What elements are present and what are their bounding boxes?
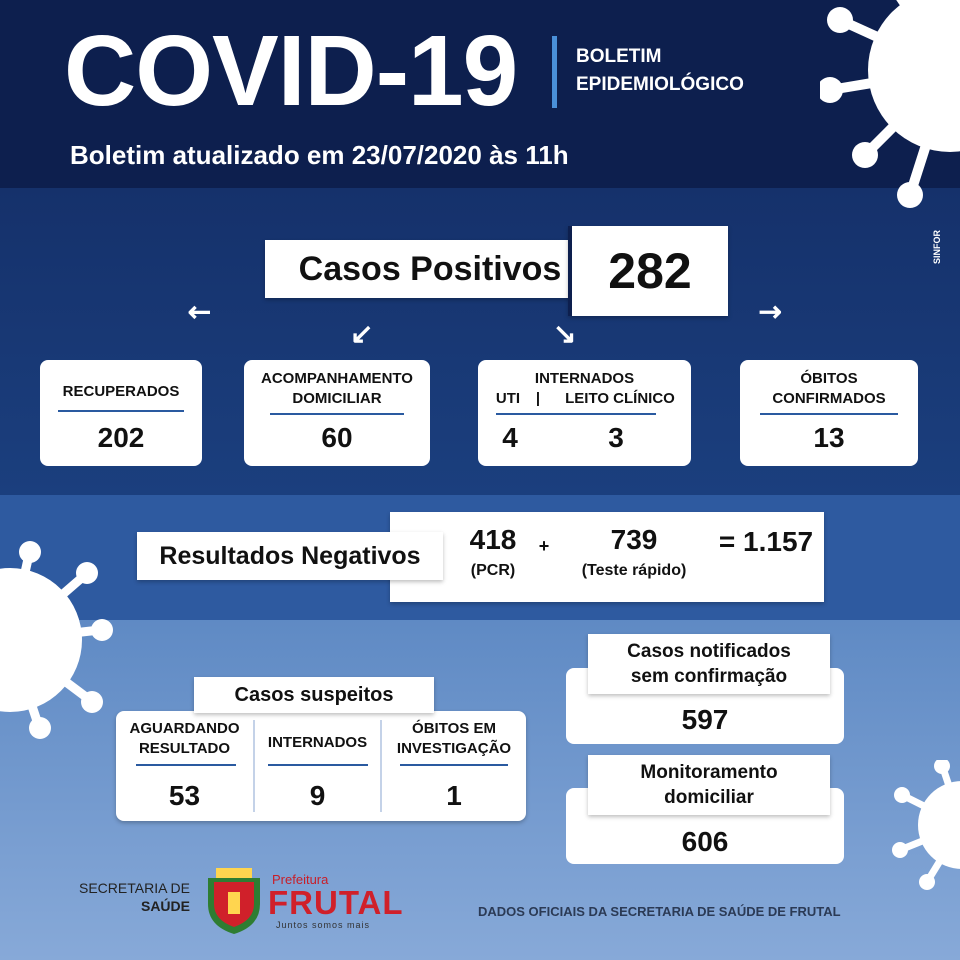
arrow-icon: ↘ [553,318,577,349]
aguardando-label-2: RESULTADO [138,740,231,757]
secretaria-label: SECRETARIA DE [79,880,190,896]
obitos-label-2: CONFIRMADOS [772,390,886,407]
slogan: Juntos somos mais [276,920,371,930]
page-title: COVID-19 [64,15,518,127]
secretaria-label-2: SAÚDE [140,898,190,914]
acompanhamento-label-2: DOMICILIAR [292,390,382,407]
aguardando-label: AGUARDANDO [129,720,240,737]
pcr-label: (PCR) [470,562,516,579]
negativos-total: = 1.157 [718,526,814,557]
susp-obitos-label: ÓBITOS EM [412,720,496,737]
virus-icon [0,540,120,740]
negativos-label: Resultados Negativos [159,542,421,570]
arrow-icon: ↙ [180,292,220,331]
acompanhamento-label: ACOMPANHAMENTO [261,370,413,387]
internados-separator: | [535,390,541,407]
monitoramento-label-2: domiciliar [664,787,754,808]
obitos-label: ÓBITOS [800,370,858,387]
title-divider [552,36,557,108]
susp-internados-label: INTERNADOS [267,734,368,751]
notificados-label-2: sem confirmação [630,666,788,687]
city-logo-text: FRUTAL [268,884,404,921]
divider [268,764,368,766]
divider [400,764,508,766]
monitoramento-label: Monitoramento [640,762,778,783]
positivos-value: 282 [608,243,692,299]
divider [760,413,898,415]
rapido-label: (Teste rápido) [581,562,687,579]
pcr-value: 418 [469,524,517,555]
update-timestamp: Boletim atualizado em 23/07/2020 às 11h [70,140,569,170]
uti-value: 4 [502,422,518,453]
monitoramento-value: 606 [681,826,729,857]
side-mark: SINFOR [932,229,942,264]
obitos-value: 13 [813,422,845,453]
city-crest-icon [202,864,266,936]
virus-icon [820,0,960,210]
divider [136,764,236,766]
susp-obitos-value: 1 [446,780,462,811]
subtitle-epidemiologico: EPIDEMIOLÓGICO [576,74,744,95]
uti-label: UTI [495,390,521,407]
prefeitura-label: Prefeitura [272,872,329,887]
notificados-value: 597 [681,704,729,735]
suspeitos-title: Casos suspeitos [234,684,394,706]
susp-internados-value: 9 [309,780,326,811]
internados-label: INTERNADOS [534,370,635,387]
susp-obitos-label-2: INVESTIGAÇÃO [396,740,512,757]
data-source: DADOS OFICIAIS DA SECRETARIA DE SAÚDE DE FRUTAL [478,904,841,919]
positivos-label: Casos Positivos [298,250,562,288]
aguardando-value: 53 [168,780,201,811]
arrow-icon: ↘ [750,292,789,331]
notificados-label: Casos notificados [627,641,791,662]
plus-sign: + [538,536,550,556]
divider [270,413,404,415]
divider [58,410,184,412]
recuperados-value: 202 [97,422,145,453]
leito-label: LEITO CLÍNICO [565,390,675,407]
rapido-value: 739 [610,524,658,555]
subtitle-boletim: BOLETIM [576,46,662,67]
virus-icon [892,760,960,890]
recuperados-label: RECUPERADOS [62,383,180,400]
acompanhamento-value: 60 [321,422,353,453]
leito-value: 3 [608,422,624,453]
divider [496,413,656,415]
arrow-icon: ↙ [350,318,374,349]
